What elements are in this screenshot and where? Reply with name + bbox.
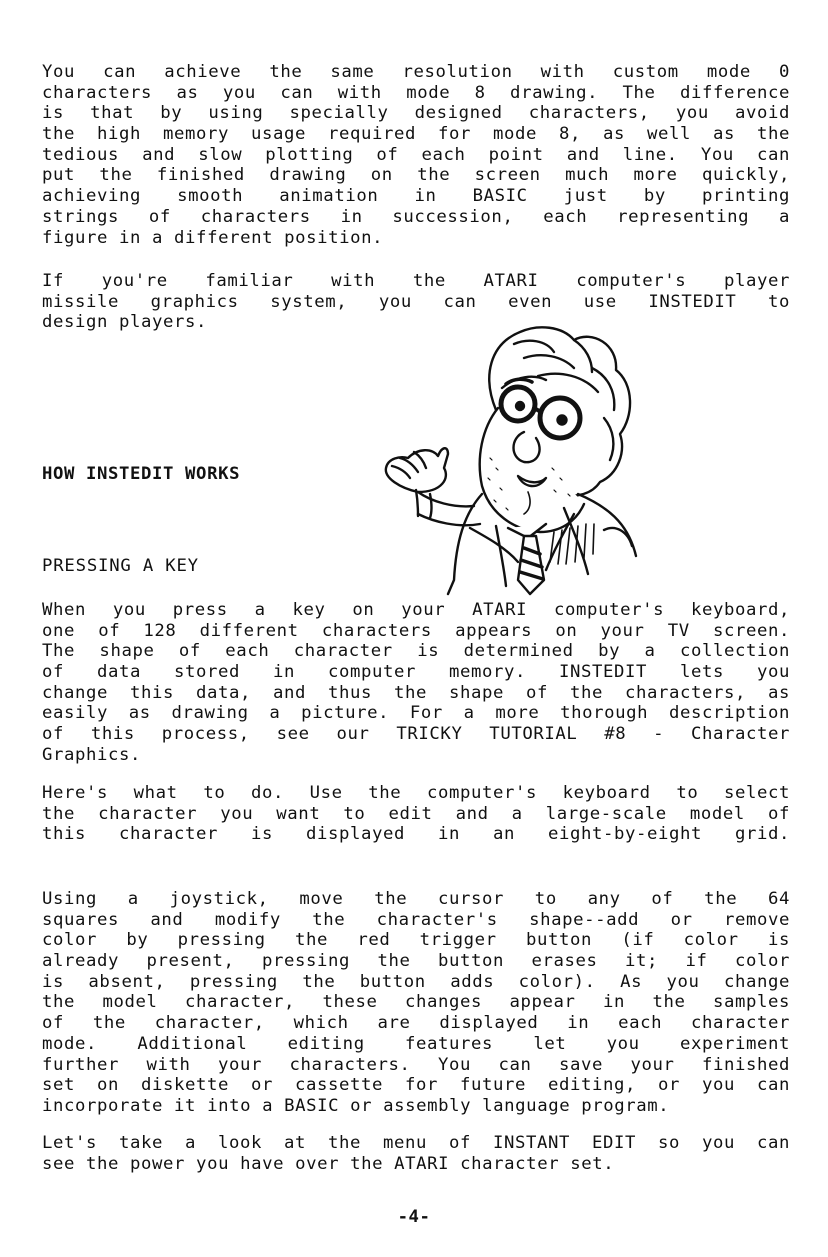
text-line: mode. Additional editing features let you experiment — [42, 1033, 790, 1054]
text-line: one of 128 different characters appears on your TV screen. — [42, 620, 790, 641]
text-line: easily as drawing a picture. For a more thorough description — [42, 703, 790, 724]
text-line: The shape of each character is determined by a collection — [42, 641, 790, 662]
text-line: of data stored in computer memory. INSTEDIT lets you — [42, 662, 790, 683]
text-line: Using a joystick, move the cursor to any of the 64 — [42, 889, 790, 909]
text-line: of the character, which are displayed in each character — [42, 1013, 790, 1034]
text-line: change this data, and thus the shape of the characters, as — [42, 682, 790, 703]
intro-paragraph — [42, 62, 790, 248]
menu-intro-paragraph — [42, 1133, 790, 1174]
text-line: incorporate it into a BASIC or assembly language program. — [42, 1095, 670, 1116]
text-line: is that by using specially designed characters, you avoid — [42, 103, 790, 124]
text-line: already present, pressing the button erases it; if color — [42, 951, 790, 972]
text-line: the model character, these changes appear in the samples — [42, 992, 790, 1013]
text-line: strings of characters in succession, each representing a — [42, 206, 790, 227]
text-line: missile graphics system, you can even use INSTEDIT to — [42, 291, 790, 312]
cartoon-professor-illustration — [378, 318, 640, 602]
pressing-a-key-paragraph — [42, 600, 790, 766]
text-line: design players. — [42, 312, 208, 333]
text-line: tedious and slow plotting of each point and line. You can — [42, 144, 790, 165]
text-line: this character is displayed in an eight-by-eight grid. — [42, 824, 790, 845]
text-line: achieving smooth animation in BASIC just by printing — [42, 186, 790, 207]
text-line: characters as you can with mode 8 drawing. The difference — [42, 82, 790, 103]
text-line: If you're familiar with the ATARI computer's player — [42, 271, 790, 291]
subsection-heading: PRESSING A KEY — [42, 556, 199, 576]
text-line: You can achieve the same resolution with custom mode 0 — [42, 62, 790, 82]
text-line: Let's take a look at the menu of INSTANT EDIT so you can — [42, 1133, 790, 1153]
text-line: the character you want to edit and a large-scale model of — [42, 803, 790, 824]
what-to-do-paragraph — [42, 783, 790, 845]
text-line: figure in a different position. — [42, 227, 384, 248]
text-line: Graphics. — [42, 744, 142, 765]
text-line: put the finished drawing on the screen much more quickly, — [42, 165, 790, 186]
text-line: is absent, pressing the button adds color). As you change — [42, 971, 790, 992]
text-line: set on diskette or cassette for future editing, or you can — [42, 1075, 790, 1096]
text-line: squares and modify the character's shape--add or remove — [42, 909, 790, 930]
text-line: further with your characters. You can save your finished — [42, 1054, 790, 1075]
page-number: -4- — [397, 1207, 431, 1227]
text-line: Here's what to do. Use the computer's keyboard to select — [42, 783, 790, 803]
text-line: the high memory usage required for mode 8, as well as the — [42, 124, 790, 145]
section-heading: HOW INSTEDIT WORKS — [42, 464, 241, 484]
text-line: see the power you have over the ATARI character set. — [42, 1153, 615, 1174]
text-line: of this process, see our TRICKY TUTORIAL #8 - Character — [42, 724, 790, 745]
joystick-paragraph — [42, 889, 790, 1117]
text-line: When you press a key on your ATARI computer's keyboard, — [42, 600, 790, 620]
text-line: color by pressing the red trigger button (if color is — [42, 930, 790, 951]
